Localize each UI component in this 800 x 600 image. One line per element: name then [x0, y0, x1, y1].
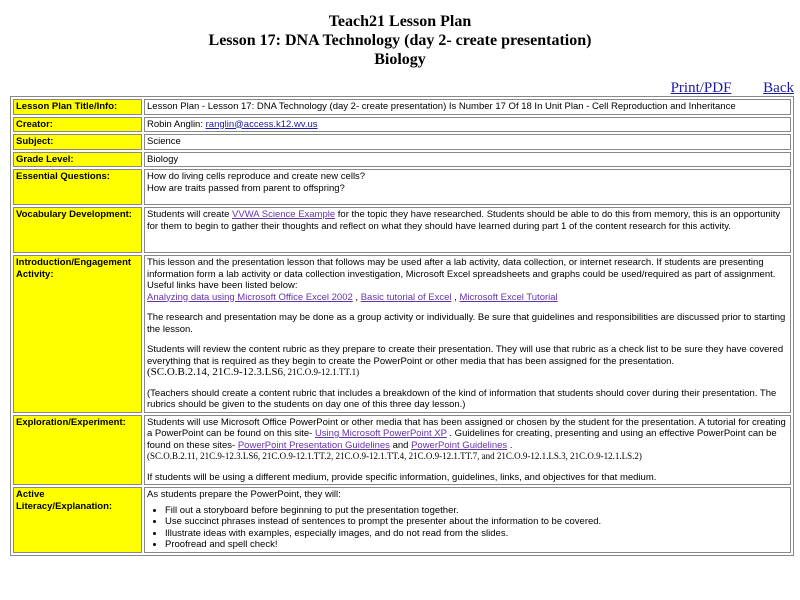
explore-text-4: . — [507, 439, 513, 451]
header-title: Teach21 Lesson Plan — [328, 13, 472, 30]
explore-text-1: Students will use Microsoft Office PowerPoint or other media that has been assigned or chosen by the student for the presentation. A tutorial for creating a PowerPoint can be found on this site- — [147, 416, 786, 439]
value-active — [144, 487, 791, 553]
intro-para-2: The research and presentation may be done as a group activity or individually. Be sure that guidelines and responsibilities are discussed prior to starting the lesson. — [147, 312, 786, 335]
label-grade: Grade Level: — [13, 152, 142, 168]
label-intro: Introduction/Engagement Activity: — [13, 255, 142, 413]
explore-text-3: and — [389, 439, 412, 451]
intro-standards-main: (SC.O.B.2.14, 21C.9-12.3.LS6 — [147, 366, 283, 378]
explore-standards: (SC.O.B.2.11, 21C.9-12.3.LS6, 21C.O.9-12.1.TT.2, 21C.O.9-12.1.TT.4, 21C.O.9-12.1.TT.7, and 21C.O.9-12.1.LS.3, 21C.O.9-12.1.LS.2) — [147, 451, 642, 461]
active-intro: As students prepare the PowerPoint, they will: — [147, 489, 341, 500]
row-explore — [13, 415, 791, 486]
value-intro — [144, 255, 791, 413]
creator-name: Robin Anglin: — [147, 118, 206, 130]
explore-para-2: If students will be using a different medium, provide specific information, guidelines, links, and objectives for that medium. — [147, 471, 657, 483]
lesson-plan-table — [10, 96, 794, 556]
row-intro — [13, 255, 791, 413]
row-questions — [13, 169, 791, 205]
intro-para-3 — [147, 344, 788, 379]
value-explore — [144, 415, 791, 486]
explore-para-1 — [147, 417, 788, 463]
row-grade — [13, 152, 791, 168]
vocab-pre: Students will create — [147, 209, 233, 220]
intro-text-3: Students will review the content rubric as they prepare to create their presentation. They will use that rubric as a check list to be sure they have covered everything that is required as they begin to create the PowerPoint or other media that has been assigned for the presentation. — [147, 344, 784, 367]
list-item: • Illustrate ideas with examples, especially images, and do not read from the slides. — [165, 528, 788, 540]
list-item: • Proofread and spell check! — [165, 539, 788, 551]
top-links — [643, 80, 794, 97]
label-active: Active Literacy/Explanation: — [13, 487, 142, 553]
list-item: • Use succinct phrases instead of sentences to prompt the presenter about the information to be covered. — [165, 516, 788, 528]
label-title: Lesson Plan Title/Info: — [13, 99, 142, 115]
row-active — [13, 487, 791, 553]
intro-standards-tail: , 21C.O.9-12.1.TT.1) — [283, 367, 360, 377]
row-creator — [13, 117, 791, 133]
value-questions — [144, 169, 791, 205]
header-lesson: Lesson 17: DNA Technology (day 2- create presentation) — [208, 32, 592, 49]
link-separator: , — [352, 291, 361, 303]
value-title: Lesson Plan - Lesson 17: DNA Technology (day 2- create presentation) Is Number 17 Of 18 In Unit Plan - Cell Reproduction and Inheritance — [144, 99, 791, 115]
excel-tutorial-link[interactable]: Microsoft Excel Tutorial — [459, 291, 558, 303]
row-subject — [13, 134, 791, 150]
row-title — [13, 99, 791, 115]
row-vocab — [13, 207, 791, 253]
link-separator: , — [451, 291, 460, 303]
value-vocab — [144, 207, 791, 253]
label-subject: Subject: — [13, 134, 142, 150]
active-list — [147, 505, 788, 551]
intro-para-4: (Teachers should create a content rubric that includes a breakdown of the kind of information that students should cover during their presentation. The rubrics should be given to the students on day one of this three day lesson.) — [147, 387, 777, 410]
vocab-post: for the topic they have researched. Students should be able to do this from memory, this is an opportunity for them to begin to gather their thoughts and reflect on what they should have learned during part 1 of the content research for this activity. — [147, 209, 781, 232]
creator-email-link[interactable]: ranglin@access.k12.wv.us — [205, 118, 318, 130]
vvwa-link[interactable]: VVWA Science Example — [232, 209, 336, 220]
list-item: • Fill out a storyboard before beginning to put the presentation together. — [165, 505, 788, 517]
explore-text-2: . Guidelines for creating, presenting and using an effective PowerPoint can be found on these sites- — [147, 428, 777, 451]
label-creator: Creator: — [13, 117, 142, 133]
label-questions: Essential Questions: — [13, 169, 142, 205]
value-subject: Science — [144, 134, 791, 150]
question-1: How do living cells reproduce and create new cells? — [147, 171, 366, 182]
ppt-guidelines-link[interactable]: PowerPoint Guidelines — [411, 439, 508, 451]
excel-2002-link[interactable]: Analyzing data using Microsoft Office Excel 2002 — [147, 291, 353, 303]
label-vocab: Vocabulary Development: — [13, 207, 142, 253]
question-2: How are traits passed from parent to offspring? — [147, 182, 345, 194]
intro-text-1: This lesson and the presentation lesson that follows may be used after a lab activity, data collection, or internet research. If students are presenting information form a lab activity or data collection investigation, Microsoft Excel spreadsheets and graphs could be used/required as part of assignment. Useful links have been listed below: — [147, 257, 776, 291]
powerpoint-xp-link[interactable]: Using Microsoft PowerPoint XP — [314, 428, 447, 439]
intro-para-1 — [147, 257, 788, 303]
ppt-presentation-guidelines-link[interactable]: PowerPoint Presentation Guidelines — [237, 439, 390, 451]
page-header — [0, 0, 800, 69]
excel-basic-link[interactable]: Basic tutorial of Excel — [360, 291, 452, 303]
back-link[interactable]: Back — [763, 80, 794, 96]
header-subject: Biology — [374, 51, 426, 68]
value-creator — [144, 117, 791, 133]
value-grade: Biology — [144, 152, 791, 168]
print-pdf-link[interactable]: Print/PDF — [670, 80, 732, 96]
label-explore: Exploration/Experiment: — [13, 415, 142, 486]
